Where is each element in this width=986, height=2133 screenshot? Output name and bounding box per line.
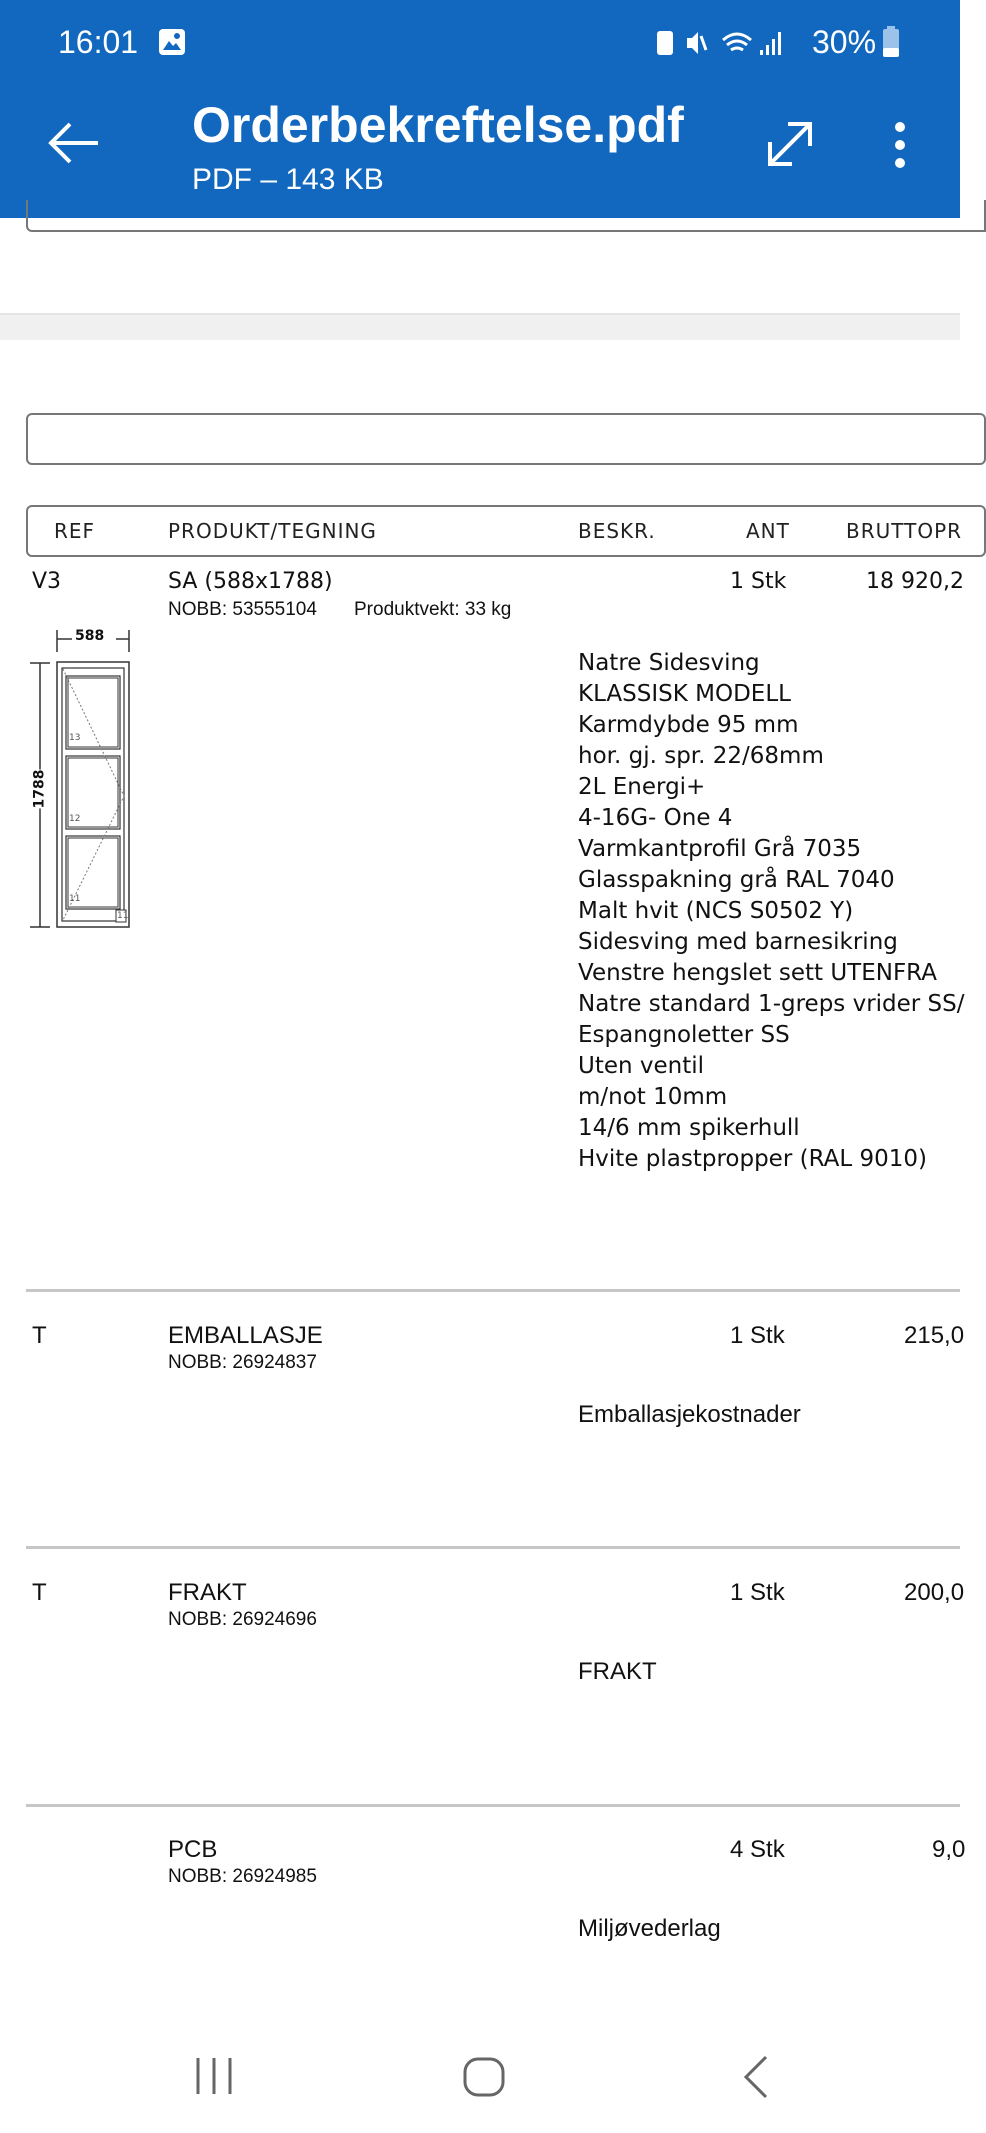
pane-label: 12 [69, 814, 81, 824]
row-product: EMBALLASJE [168, 1322, 323, 1349]
app-bar [0, 0, 960, 218]
row-product: PCB [168, 1836, 218, 1863]
gallery-notification-icon [158, 28, 186, 56]
header-ref: REF [54, 519, 96, 543]
description-line: Venstre hengslet sett UTENFRA [578, 960, 937, 986]
row-nobb: NOBB: 26924837 [168, 1352, 317, 1373]
status-icons [655, 28, 795, 58]
row-description: FRAKT [578, 1658, 657, 1685]
height-dimension: 1788 [31, 769, 48, 809]
pane-label: 11 [69, 894, 81, 904]
description-line: Espangnoletter SS [578, 1022, 790, 1048]
row-quantity: 1 Stk [730, 569, 787, 594]
description-line: m/not 10mm [578, 1084, 728, 1110]
row-price: 200,0 [904, 1579, 965, 1606]
description-line: 14/6 mm spikerhull [578, 1115, 800, 1141]
row-divider [26, 1804, 960, 1807]
row-nobb: NOBB: 26924985 [168, 1866, 317, 1887]
pane-label: 11 [117, 911, 129, 921]
description-line: Malt hvit (NCS S0502 Y) [578, 898, 854, 924]
header-quantity: ANT [746, 519, 790, 543]
description-line: Natre standard 1-greps vrider SS/ [578, 991, 965, 1017]
description-line: Glasspakning grå RAL 7040 [578, 867, 895, 893]
description-line: 2L Energi+ [578, 774, 706, 800]
row-product: SA (588x1788) [168, 569, 333, 594]
row-description [578, 648, 965, 1175]
row-divider [26, 1546, 960, 1549]
description-line: Hvite plastpropper (RAL 9010) [578, 1146, 927, 1172]
row-weight: Produktvekt: 33 kg [354, 599, 512, 620]
back-nav-icon[interactable] [740, 2055, 770, 2099]
header-gross-price: BRUTTOPR [846, 519, 963, 543]
navigation-bar [0, 2010, 960, 2133]
previous-box [26, 200, 986, 232]
status-time: 16:01 [58, 24, 139, 60]
signal-icon [760, 50, 763, 55]
header-product: PRODUKT/TEGNING [168, 519, 377, 543]
row-description: Emballasjekostnader [578, 1401, 801, 1428]
expand-icon[interactable] [766, 120, 814, 168]
more-options-icon[interactable] [890, 120, 910, 170]
row-ref: T [32, 1322, 47, 1349]
row-price: 18 920,2 [866, 569, 964, 594]
recent-apps-icon[interactable] [194, 2056, 236, 2096]
row-nobb: NOBB: 53555104 [168, 599, 317, 620]
document-subtitle: PDF – 143 KB [192, 163, 384, 196]
description-line: KLASSISK MODELL [578, 681, 791, 707]
document-title: Orderbekreftelse.pdf [192, 97, 684, 153]
description-line: Natre Sidesving [578, 650, 760, 676]
description-line: Uten ventil [578, 1053, 705, 1079]
mute-icon [687, 32, 698, 54]
row-quantity: 1 Stk [730, 1322, 785, 1349]
battery-percent: 30% [812, 24, 877, 60]
header-description: BESKR. [578, 519, 656, 543]
row-price: 9,0 [932, 1836, 966, 1863]
row-quantity: 4 Stk [730, 1836, 785, 1863]
row-description: Miljøvederlag [578, 1915, 721, 1942]
row-divider [26, 1289, 960, 1292]
empty-box [26, 413, 986, 465]
page-gap [0, 313, 960, 340]
back-arrow-icon[interactable] [46, 118, 102, 168]
description-line: Sidesving med barnesikring [578, 929, 898, 955]
row-nobb: NOBB: 26924696 [168, 1609, 317, 1630]
battery-saver-icon [657, 31, 673, 55]
row-ref: V3 [32, 569, 62, 594]
row-price: 215,0 [904, 1322, 965, 1349]
description-line: Karmdybde 95 mm [578, 712, 799, 738]
pane-label: 13 [69, 733, 81, 743]
wifi-icon [723, 34, 751, 50]
row-quantity: 1 Stk [730, 1579, 785, 1606]
row-ref: T [32, 1579, 47, 1606]
window-sketch [28, 626, 158, 936]
window-drawing [28, 626, 158, 936]
battery-icon [882, 26, 900, 58]
home-icon[interactable] [462, 2056, 506, 2098]
description-line: Varmkantprofil Grå 7035 [578, 836, 862, 862]
description-line: hor. gj. spr. 22/68mm [578, 743, 824, 769]
width-dimension: 588 [75, 628, 105, 644]
description-line: 4-16G- One 4 [578, 805, 733, 831]
row-product: FRAKT [168, 1579, 247, 1606]
table-header [26, 505, 986, 557]
